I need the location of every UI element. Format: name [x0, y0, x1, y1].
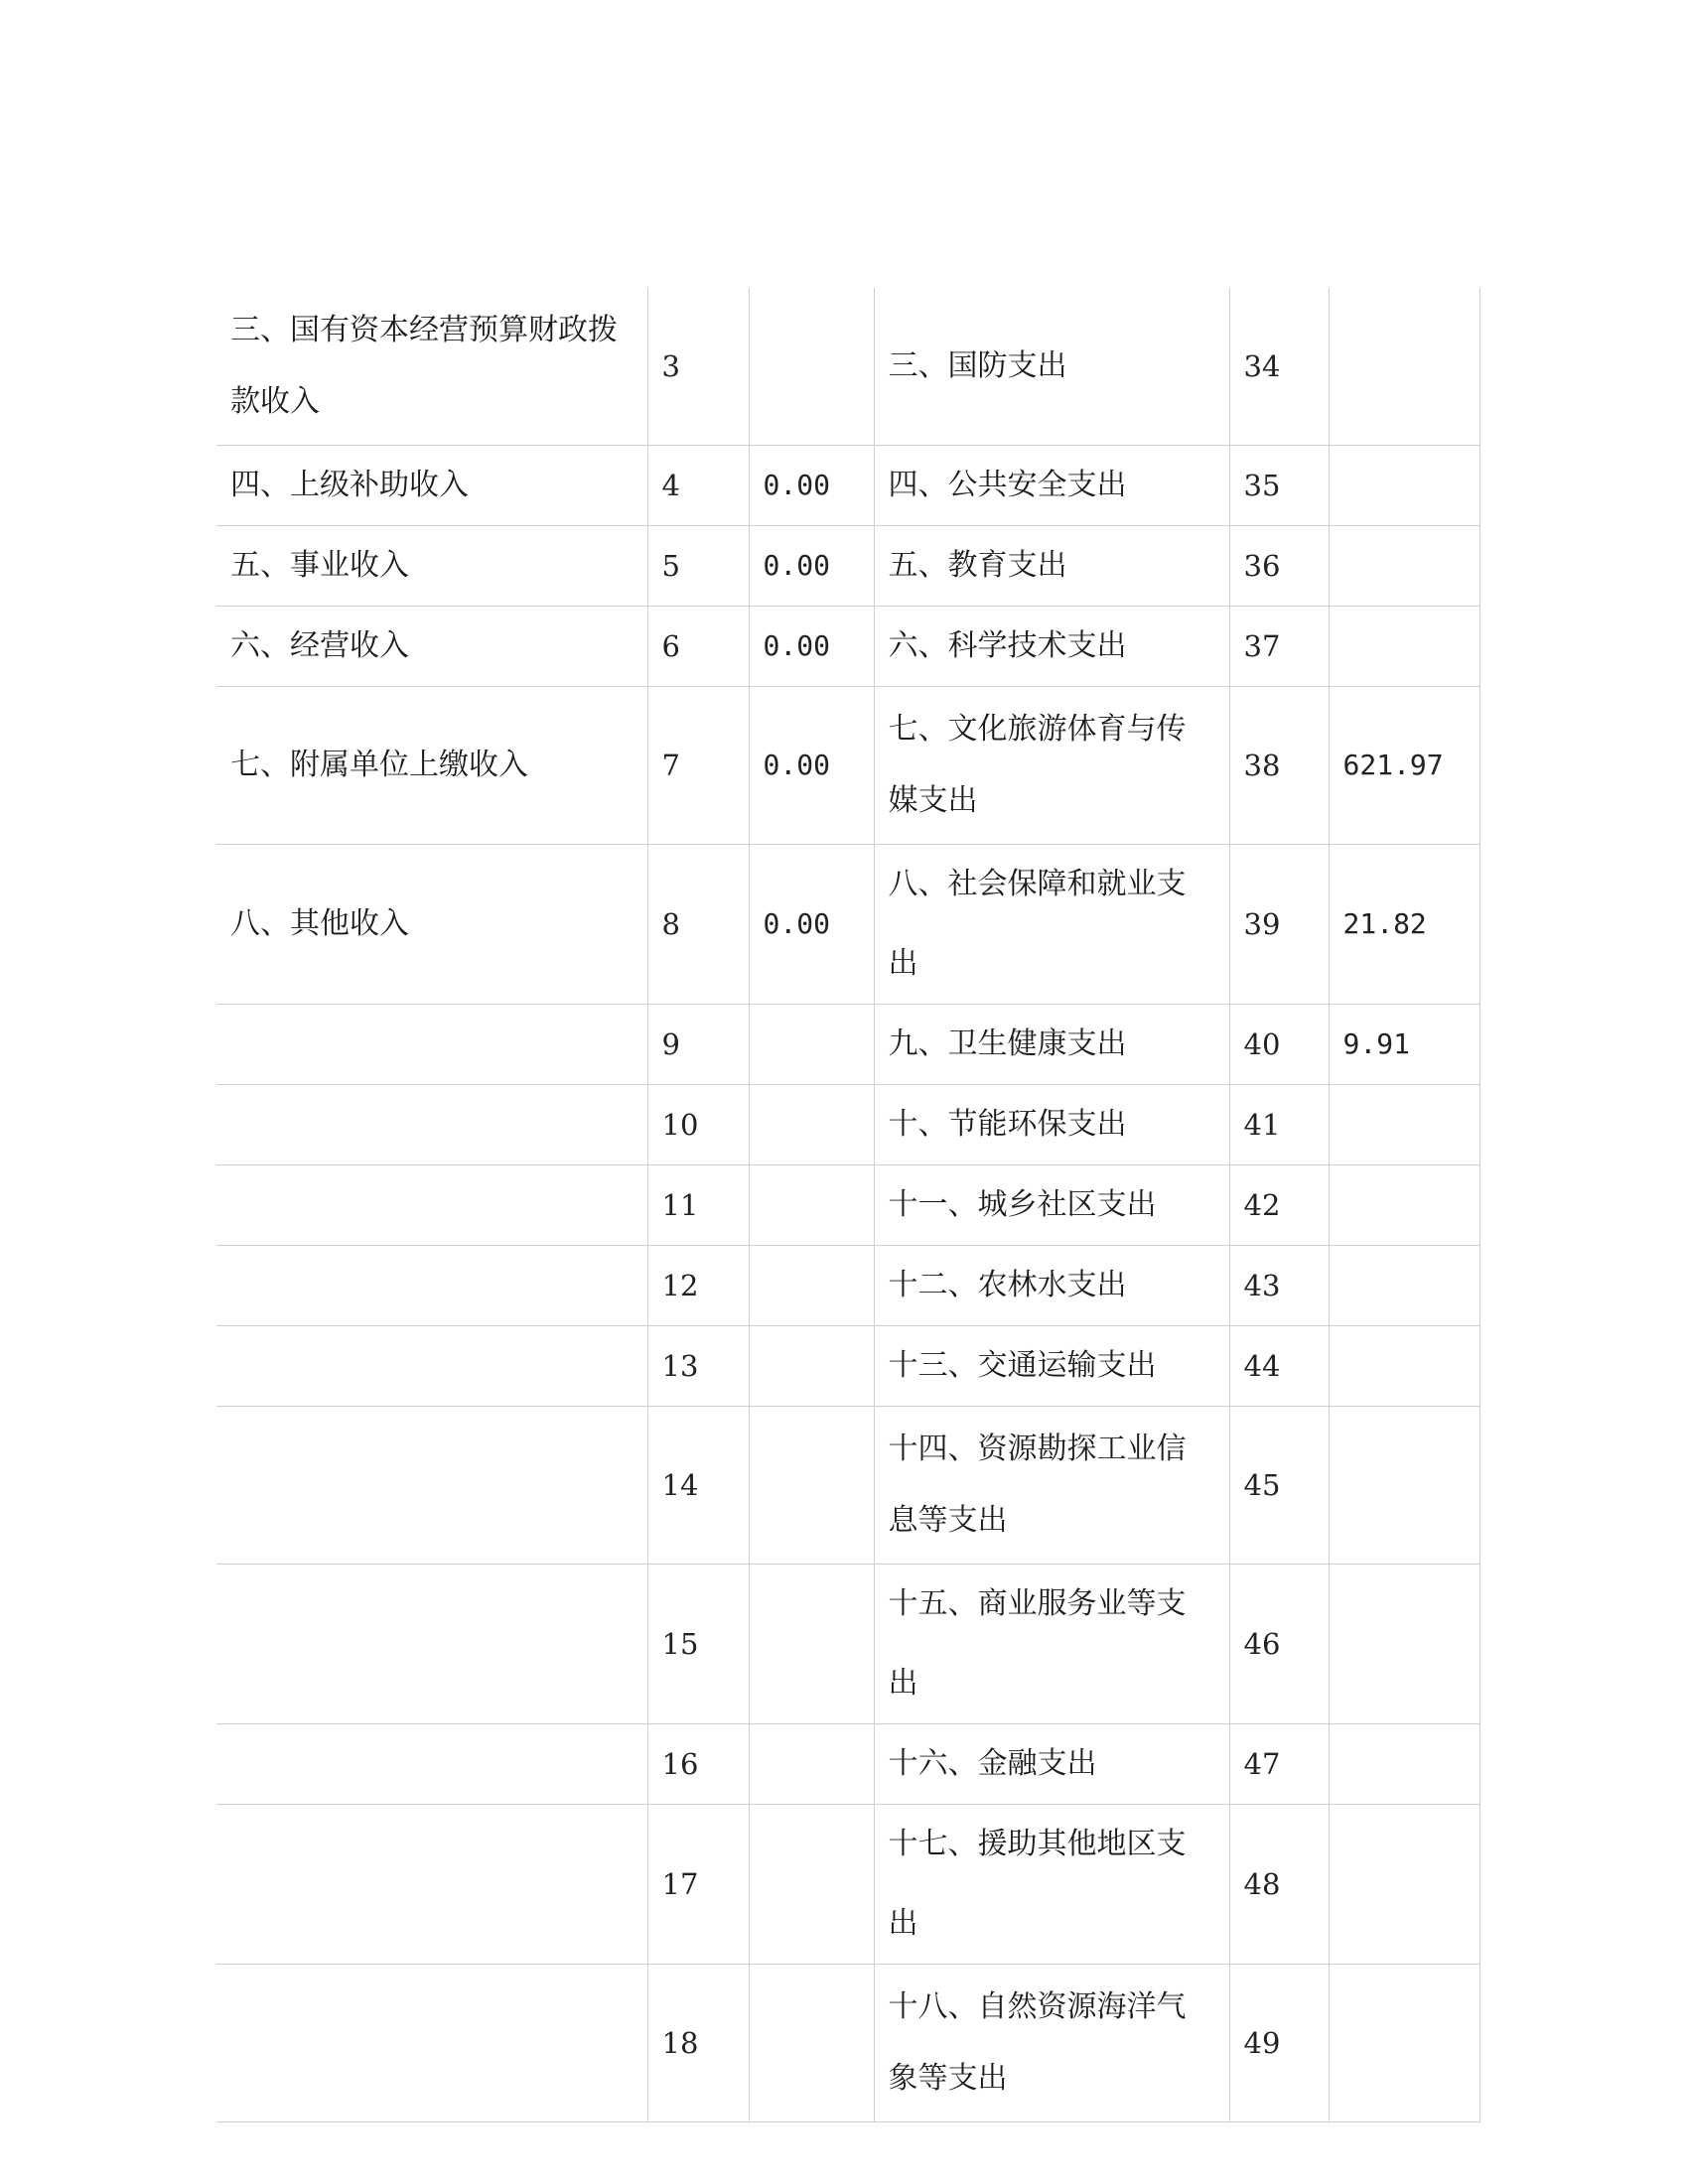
expense-amount-cell: [1329, 607, 1479, 687]
expense-line-cell: 42: [1229, 1165, 1329, 1246]
income-item-cell: [216, 1407, 647, 1565]
income-item-cell: [216, 1165, 647, 1246]
expense-line-cell: 39: [1229, 845, 1329, 1005]
income-amount-cell: 0.00: [749, 845, 874, 1005]
expense-item-cell: 七、文化旅游体育与传媒支出: [874, 687, 1229, 845]
table-row: [216, 607, 1479, 687]
income-item-cell: [216, 1005, 647, 1085]
income-amount-cell: 0.00: [749, 607, 874, 687]
expense-amount-cell: [1329, 446, 1479, 526]
expense-line-cell: 37: [1229, 607, 1329, 687]
expense-line-cell: 38: [1229, 687, 1329, 845]
income-line-cell: 11: [647, 1165, 749, 1246]
income-item-cell: [216, 1805, 647, 1965]
expense-line-cell: 35: [1229, 446, 1329, 526]
expense-line-cell: 44: [1229, 1326, 1329, 1407]
income-item-cell: 八、其他收入: [216, 845, 647, 1005]
income-line-cell: 8: [647, 845, 749, 1005]
expense-amount-cell: 21.82: [1329, 845, 1479, 1005]
expense-amount-cell: [1329, 1165, 1479, 1246]
expense-amount-cell: [1329, 1085, 1479, 1165]
income-line-cell: 6: [647, 607, 749, 687]
table-row: [216, 1805, 1479, 1965]
income-amount-cell: [749, 1965, 874, 2122]
expense-line-cell: 36: [1229, 526, 1329, 607]
expense-line-cell: 46: [1229, 1565, 1329, 1724]
income-item-cell: 六、经营收入: [216, 607, 647, 687]
table-row: [216, 687, 1479, 845]
expense-amount-cell: [1329, 1724, 1479, 1805]
table-row: [216, 526, 1479, 607]
table-row: [216, 1165, 1479, 1246]
expense-line-cell: 43: [1229, 1246, 1329, 1326]
income-item-cell: [216, 1965, 647, 2122]
expense-item-cell: 六、科学技术支出: [874, 607, 1229, 687]
expense-item-cell: 十、节能环保支出: [874, 1085, 1229, 1165]
expense-item-cell: 三、国防支出: [874, 288, 1229, 446]
income-amount-cell: [749, 1724, 874, 1805]
income-line-cell: 14: [647, 1407, 749, 1565]
income-line-cell: 9: [647, 1005, 749, 1085]
table-row: [216, 446, 1479, 526]
income-amount-cell: 0.00: [749, 526, 874, 607]
income-amount-cell: [749, 1565, 874, 1724]
income-item-cell: [216, 1246, 647, 1326]
expense-amount-cell: 9.91: [1329, 1005, 1479, 1085]
income-line-cell: 17: [647, 1805, 749, 1965]
income-item-cell: 四、上级补助收入: [216, 446, 647, 526]
income-line-cell: 13: [647, 1326, 749, 1407]
income-amount-cell: 0.00: [749, 687, 874, 845]
income-amount-cell: [749, 288, 874, 446]
income-item-cell: [216, 1085, 647, 1165]
table-row: [216, 1246, 1479, 1326]
expense-line-cell: 48: [1229, 1805, 1329, 1965]
expense-item-cell: 五、教育支出: [874, 526, 1229, 607]
expense-amount-cell: [1329, 1407, 1479, 1565]
expense-amount-cell: [1329, 1965, 1479, 2122]
income-line-cell: 12: [647, 1246, 749, 1326]
expense-line-cell: 41: [1229, 1085, 1329, 1165]
table-row: [216, 845, 1479, 1005]
expense-item-cell: 十五、商业服务业等支出: [874, 1565, 1229, 1724]
expense-amount-cell: [1329, 1326, 1479, 1407]
income-line-cell: 16: [647, 1724, 749, 1805]
income-item-cell: 五、事业收入: [216, 526, 647, 607]
income-amount-cell: [749, 1165, 874, 1246]
income-item-cell: [216, 1724, 647, 1805]
income-line-cell: 7: [647, 687, 749, 845]
income-amount-cell: [749, 1326, 874, 1407]
expense-amount-cell: [1329, 1805, 1479, 1965]
income-amount-cell: 0.00: [749, 446, 874, 526]
expense-item-cell: 十八、自然资源海洋气象等支出: [874, 1965, 1229, 2122]
income-line-cell: 5: [647, 526, 749, 607]
table-row: [216, 1565, 1479, 1724]
expense-amount-cell: [1329, 1246, 1479, 1326]
income-line-cell: 3: [647, 288, 749, 446]
table-row: [216, 1965, 1479, 2122]
income-amount-cell: [749, 1407, 874, 1565]
income-item-cell: [216, 1565, 647, 1724]
expense-item-cell: 九、卫生健康支出: [874, 1005, 1229, 1085]
expense-line-cell: 45: [1229, 1407, 1329, 1565]
table-row: [216, 1326, 1479, 1407]
income-line-cell: 15: [647, 1565, 749, 1724]
expense-item-cell: 十四、资源勘探工业信息等支出: [874, 1407, 1229, 1565]
income-amount-cell: [749, 1246, 874, 1326]
expense-line-cell: 34: [1229, 288, 1329, 446]
income-item-cell: 三、国有资本经营预算财政拨款收入: [230, 313, 618, 419]
expense-item-cell: 十三、交通运输支出: [874, 1326, 1229, 1407]
expense-line-cell: 47: [1229, 1724, 1329, 1805]
expense-line-cell: 40: [1229, 1005, 1329, 1085]
expense-amount-cell: 621.97: [1329, 687, 1479, 845]
table-row: [216, 1407, 1479, 1565]
expense-item-cell: 十六、金融支出: [874, 1724, 1229, 1805]
expense-item-cell: 四、公共安全支出: [874, 446, 1229, 526]
expense-item-cell: 十七、援助其他地区支出: [874, 1805, 1229, 1965]
expense-amount-cell: [1329, 1565, 1479, 1724]
expense-item-cell: 十二、农林水支出: [874, 1246, 1229, 1326]
budget-table: [216, 288, 1480, 2122]
income-item-cell: [216, 1326, 647, 1407]
table-row: [216, 1724, 1479, 1805]
expense-item-cell: 十一、城乡社区支出: [874, 1165, 1229, 1246]
table-row: [216, 1005, 1479, 1085]
income-line-cell: 4: [647, 446, 749, 526]
table-row: [216, 288, 1479, 446]
income-line-cell: 10: [647, 1085, 749, 1165]
expense-amount-cell: [1329, 288, 1479, 446]
expense-item-cell: 八、社会保障和就业支出: [874, 845, 1229, 1005]
expense-amount-cell: [1329, 526, 1479, 607]
income-amount-cell: [749, 1005, 874, 1085]
income-line-cell: 18: [647, 1965, 749, 2122]
income-amount-cell: [749, 1805, 874, 1965]
expense-line-cell: 49: [1229, 1965, 1329, 2122]
income-amount-cell: [749, 1085, 874, 1165]
table-row: [216, 1085, 1479, 1165]
income-item-cell: 七、附属单位上缴收入: [216, 687, 647, 845]
